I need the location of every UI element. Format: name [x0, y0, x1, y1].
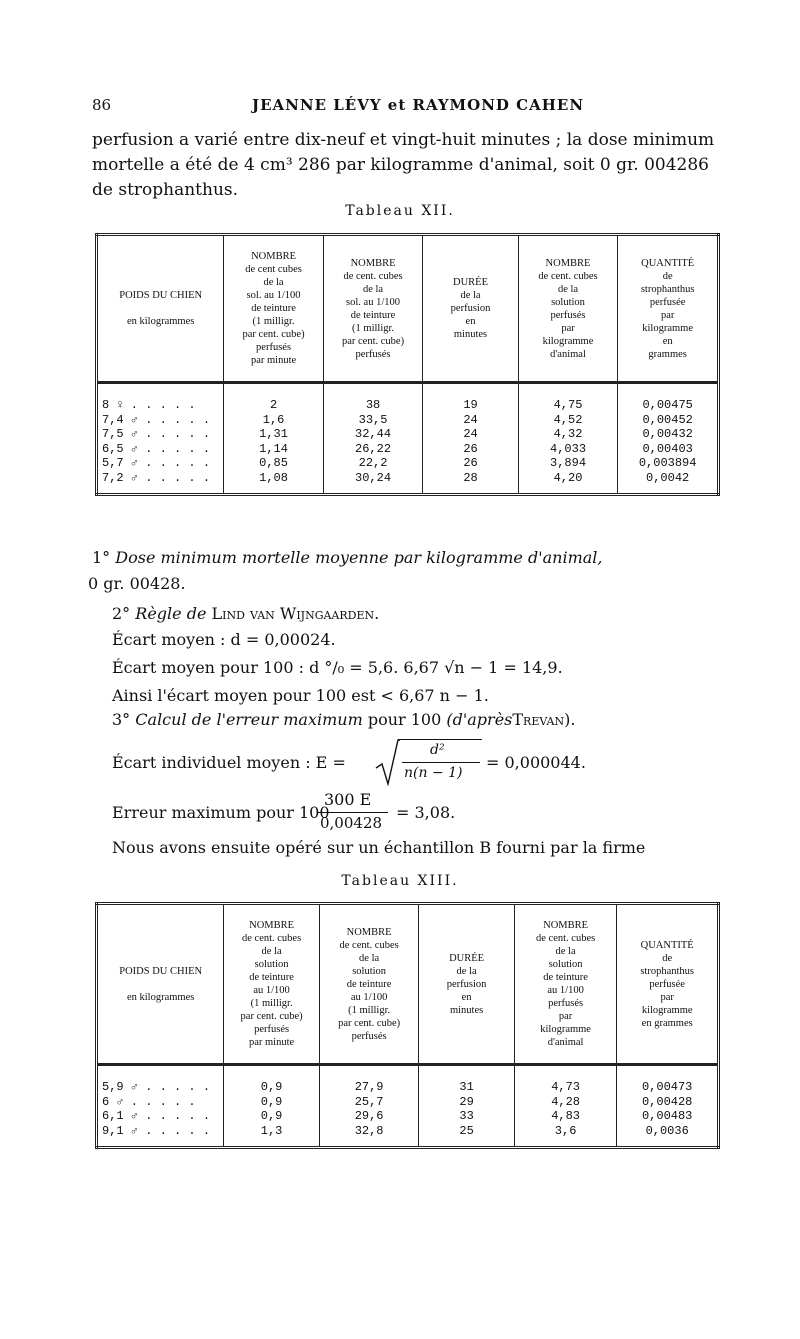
value-cell: 25,7: [319, 1095, 419, 1110]
table-13: [95, 902, 720, 1149]
value-cell: 4,75: [518, 398, 618, 413]
table-13-header-cell: NOMBRE de cent. cubes de la solution de teinture au 1/100 (1 milligr. par cent. cube) perfusés: [319, 904, 419, 1065]
value-cell: 4,52: [518, 413, 618, 428]
equation-1-right: = 0,000044.: [486, 753, 586, 772]
value-cell: 29: [419, 1095, 514, 1110]
section-3-line: [112, 708, 752, 732]
value-cell: 0,9: [224, 1109, 320, 1124]
equation-2-denominator: 0,00428: [320, 814, 383, 832]
page-number: 86: [92, 96, 112, 114]
value-cell: 0,9: [224, 1095, 320, 1110]
running-head: JEANNE LÉVY et RAYMOND CAHEN: [252, 96, 585, 114]
section-3-close: ).: [564, 710, 576, 729]
ainsi-line: Ainsi l'écart moyen pour 100 est < 6,67 n − 1.: [112, 686, 489, 705]
value-cell: 0,003894: [618, 456, 719, 471]
intro-paragraph: perfusion a varié entre dix-neuf et vingt-huit minutes ; la dose minimum mortelle a été de 4 cm³ 286 par kilogramme d'animal, soit 0 gr. 004286 de strophanthus.: [92, 130, 715, 200]
spacer-cell: [323, 383, 422, 399]
weight-cell: 7,2 ♂ . . . . .: [97, 471, 224, 495]
value-cell: 24: [423, 413, 518, 428]
spacer-cell: [618, 383, 719, 399]
section-2-title: Règle de: [135, 604, 207, 623]
section-3-paren: (d'après: [446, 710, 513, 729]
table-spacer-row: [97, 1065, 719, 1081]
spacer-cell: [224, 383, 323, 399]
section-1-value: 0 gr. 00428.: [88, 574, 186, 593]
table-13-header-row: [97, 904, 719, 1065]
value-cell: 0,00473: [617, 1080, 719, 1095]
table-13-header-cell: NOMBRE de cent. cubes de la solution de teinture au 1/100 perfusés par kilogramme d'animal: [514, 904, 617, 1065]
spacer-cell: [419, 1065, 514, 1081]
spacer-cell: [518, 383, 618, 399]
section-3-number: 3°: [112, 710, 131, 729]
value-cell: 0,85: [224, 456, 323, 471]
table-row: [97, 1095, 719, 1110]
section-3-title: Calcul de l'erreur maximum: [135, 710, 363, 729]
section-3-name: Trevan: [512, 710, 565, 729]
value-cell: 4,033: [518, 442, 618, 457]
ecart-moyen-100: Écart moyen pour 100 : d °/₀ = 5,6. 6,67 √n − 1 = 14,9.: [112, 658, 563, 677]
table-12-body: [97, 383, 719, 495]
weight-cell: 9,1 ♂ . . . . .: [97, 1124, 224, 1148]
table-row: [97, 413, 719, 428]
table-row: [97, 1080, 719, 1095]
table-row: [97, 456, 719, 471]
equation-2-numerator: 300 E: [324, 790, 372, 809]
section-1-title: Dose minimum mortelle moyenne par kilogramme d'animal,: [115, 548, 603, 567]
value-cell: 1,14: [224, 442, 323, 457]
value-cell: 27,9: [319, 1080, 419, 1095]
equation-2-left: Erreur maximum pour 100: [112, 803, 330, 822]
weight-cell: 7,4 ♂ . . . . .: [97, 413, 224, 428]
section-1-line: [92, 546, 732, 570]
value-cell: 4,20: [518, 471, 618, 495]
equation-1-denominator: n(n − 1): [404, 765, 463, 781]
table-12-header-cell: POIDS DU CHIEN en kilogrammes: [97, 235, 224, 383]
table-row: [97, 398, 719, 413]
section-2-names: Lind van Wijngaarden.: [211, 604, 380, 623]
section-1-number: 1°: [92, 548, 111, 567]
table-row: [97, 1124, 719, 1148]
table-13-body: [97, 1065, 719, 1148]
table-row: [97, 1109, 719, 1124]
value-cell: 0,00428: [617, 1095, 719, 1110]
weight-cell: 7,5 ♂ . . . . .: [97, 427, 224, 442]
value-cell: 32,8: [319, 1124, 419, 1148]
sqrt-sign-icon: [374, 738, 400, 786]
value-cell: 4,28: [514, 1095, 617, 1110]
table-12-header-row: [97, 235, 719, 383]
table-12-caption: Tableau XII.: [345, 203, 455, 219]
value-cell: 1,3: [224, 1124, 320, 1148]
weight-cell: 5,9 ♂ . . . . .: [97, 1080, 224, 1095]
ecart-moyen: Écart moyen : d = 0,00024.: [112, 630, 336, 649]
equation-1-numerator: d²: [430, 742, 445, 758]
value-cell: 0,00403: [618, 442, 719, 457]
spacer-cell: [514, 1065, 617, 1081]
table-13-header-cell: DURÉE de la perfusion en minutes: [419, 904, 514, 1065]
value-cell: 26: [423, 442, 518, 457]
sqrt-overline: [398, 739, 482, 740]
equation-1-fraction-bar: [402, 762, 480, 763]
value-cell: 1,31: [224, 427, 323, 442]
value-cell: 38: [323, 398, 422, 413]
spacer-cell: [224, 1065, 320, 1081]
equation-2: [112, 790, 732, 838]
value-cell: 2: [224, 398, 323, 413]
spacer-cell: [97, 383, 224, 399]
value-cell: 29,6: [319, 1109, 419, 1124]
weight-cell: 6,1 ♂ . . . . .: [97, 1109, 224, 1124]
value-cell: 4,32: [518, 427, 618, 442]
table-12-header-cell: DURÉE de la perfusion en minutes: [423, 235, 518, 383]
value-cell: 22,2: [323, 456, 422, 471]
value-cell: 33: [419, 1109, 514, 1124]
weight-cell: 6,5 ♂ . . . . .: [97, 442, 224, 457]
equation-2-fraction-bar: [318, 812, 388, 813]
section-2-number: 2°: [112, 604, 131, 623]
table-13-header-cell: NOMBRE de cent. cubes de la solution de teinture au 1/100 (1 milligr. par cent. cube) perfusés par minute: [224, 904, 320, 1065]
value-cell: 33,5: [323, 413, 422, 428]
equation-2-right: = 3,08.: [396, 803, 456, 822]
value-cell: 28: [423, 471, 518, 495]
weight-cell: 8 ♀ . . . . .: [97, 398, 224, 413]
table-12-header-cell: NOMBRE de cent cubes de la sol. au 1/100 de teinture (1 milligr. par cent. cube) perfusés par minute: [224, 235, 323, 383]
table-12: [95, 233, 720, 496]
value-cell: 0,00483: [617, 1109, 719, 1124]
table-row: [97, 442, 719, 457]
value-cell: 26: [423, 456, 518, 471]
table-13-caption: Tableau XIII.: [341, 873, 459, 889]
value-cell: 24: [423, 427, 518, 442]
weight-cell: 5,7 ♂ . . . . .: [97, 456, 224, 471]
equation-1: [112, 738, 732, 790]
value-cell: 19: [423, 398, 518, 413]
section-2-line: [112, 602, 752, 626]
section-3-mid: pour 100: [367, 710, 442, 729]
table-12-header-cell: QUANTITÉ de strophanthus perfusée par kilogramme en grammes: [618, 235, 719, 383]
value-cell: 4,73: [514, 1080, 617, 1095]
table-12-header-cell: NOMBRE de cent. cubes de la sol. au 1/100 de teinture (1 milligr. par cent. cube) perfusés: [323, 235, 422, 383]
table-13-header-cell: QUANTITÉ de strophanthus perfusée par kilogramme en grammes: [617, 904, 719, 1065]
value-cell: 3,6: [514, 1124, 617, 1148]
spacer-cell: [97, 1065, 224, 1081]
value-cell: 0,00475: [618, 398, 719, 413]
table-spacer-row: [97, 383, 719, 399]
value-cell: 25: [419, 1124, 514, 1148]
spacer-cell: [423, 383, 518, 399]
value-cell: 30,24: [323, 471, 422, 495]
spacer-cell: [319, 1065, 419, 1081]
value-cell: 0,9: [224, 1080, 320, 1095]
table-row: [97, 427, 719, 442]
closing-line: Nous avons ensuite opéré sur un échantillon B fourni par la firme: [112, 838, 646, 857]
spacer-cell: [617, 1065, 719, 1081]
page-header: [92, 96, 722, 118]
value-cell: 3,894: [518, 456, 618, 471]
value-cell: 32,44: [323, 427, 422, 442]
table-12-header-cell: NOMBRE de cent. cubes de la solution perfusés par kilogramme d'animal: [518, 235, 618, 383]
value-cell: 0,00452: [618, 413, 719, 428]
weight-cell: 6 ♂ . . . . .: [97, 1095, 224, 1110]
value-cell: 0,00432: [618, 427, 719, 442]
equation-1-left: Écart individuel moyen : E =: [112, 753, 346, 772]
table-13-header-cell: POIDS DU CHIEN en kilogrammes: [97, 904, 224, 1065]
value-cell: 1,6: [224, 413, 323, 428]
value-cell: 4,83: [514, 1109, 617, 1124]
value-cell: 26,22: [323, 442, 422, 457]
value-cell: 0,0042: [618, 471, 719, 495]
value-cell: 0,0036: [617, 1124, 719, 1148]
table-row: [97, 471, 719, 495]
value-cell: 1,08: [224, 471, 323, 495]
value-cell: 31: [419, 1080, 514, 1095]
